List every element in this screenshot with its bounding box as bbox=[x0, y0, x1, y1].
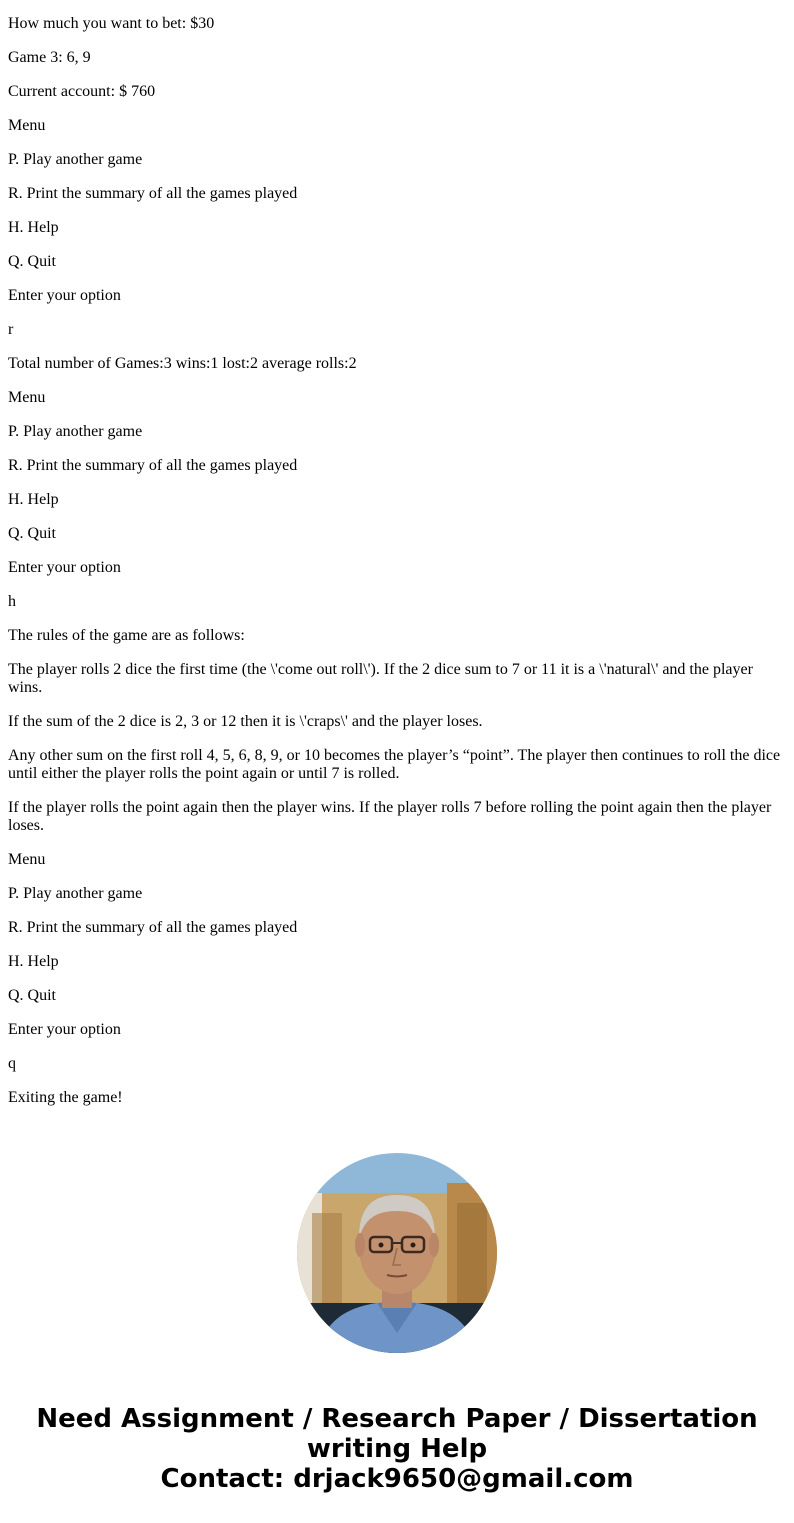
menu-heading: Menu bbox=[8, 851, 46, 868]
user-input-line: r bbox=[8, 321, 14, 338]
rules-heading: The rules of the game are as follows: bbox=[8, 627, 245, 644]
footer-banner bbox=[0, 1404, 794, 1494]
menu-heading: Menu bbox=[8, 117, 46, 134]
rules-paragraph: Any other sum on the first roll 4, 5, 6, 8, 9, or 10 becomes the player’s “point”. The player then continues to roll the dice until either the player rolls the point again or until 7 is rolled. bbox=[8, 747, 781, 782]
footer-contact: Contact: drjack9650@gmail.com bbox=[160, 1464, 634, 1494]
footer-line-1: Need Assignment / Research Paper / Dissertation bbox=[36, 1404, 758, 1434]
bet-amount-line: How much you want to bet: $30 bbox=[8, 15, 215, 32]
user-input-line: q bbox=[8, 1055, 16, 1072]
menu-option-summary: R. Print the summary of all the games played bbox=[8, 919, 298, 936]
menu-option-play: P. Play another game bbox=[8, 885, 143, 902]
menu-option-help: H. Help bbox=[8, 953, 59, 970]
rules-paragraph: If the player rolls the point again then the player wins. If the player rolls 7 before rolling the point again then the player loses. bbox=[8, 799, 772, 834]
summary-line: Total number of Games:3 wins:1 lost:2 average rolls:2 bbox=[8, 355, 357, 372]
menu-option-quit: Q. Quit bbox=[8, 525, 56, 542]
author-portrait-image bbox=[297, 1153, 497, 1353]
menu-option-play: P. Play another game bbox=[8, 151, 143, 168]
menu-option-quit: Q. Quit bbox=[8, 987, 56, 1004]
menu-option-summary: R. Print the summary of all the games played bbox=[8, 457, 298, 474]
document-body bbox=[8, 15, 786, 1123]
author-avatar bbox=[297, 1153, 497, 1353]
menu-option-summary: R. Print the summary of all the games played bbox=[8, 185, 298, 202]
menu-option-help: H. Help bbox=[8, 219, 59, 236]
menu-option-play: P. Play another game bbox=[8, 423, 143, 440]
exit-message: Exiting the game! bbox=[8, 1089, 123, 1106]
menu-option-quit: Q. Quit bbox=[8, 253, 56, 270]
menu-option-help: H. Help bbox=[8, 491, 59, 508]
menu-heading: Menu bbox=[8, 389, 46, 406]
option-prompt: Enter your option bbox=[8, 1021, 121, 1038]
account-line: Current account: $ 760 bbox=[8, 83, 156, 100]
user-input-line: h bbox=[8, 593, 16, 610]
option-prompt: Enter your option bbox=[8, 559, 121, 576]
rules-paragraph: The player rolls 2 dice the first time (the \'come out roll\'). If the 2 dice sum to 7 or 11 it is a \'natural\' and the player wins. bbox=[8, 661, 753, 696]
option-prompt: Enter your option bbox=[8, 287, 121, 304]
game-result-line: Game 3: 6, 9 bbox=[8, 49, 91, 66]
rules-paragraph: If the sum of the 2 dice is 2, 3 or 12 then it is \'craps\' and the player loses. bbox=[8, 713, 483, 730]
footer-line-2: writing Help bbox=[306, 1434, 488, 1464]
